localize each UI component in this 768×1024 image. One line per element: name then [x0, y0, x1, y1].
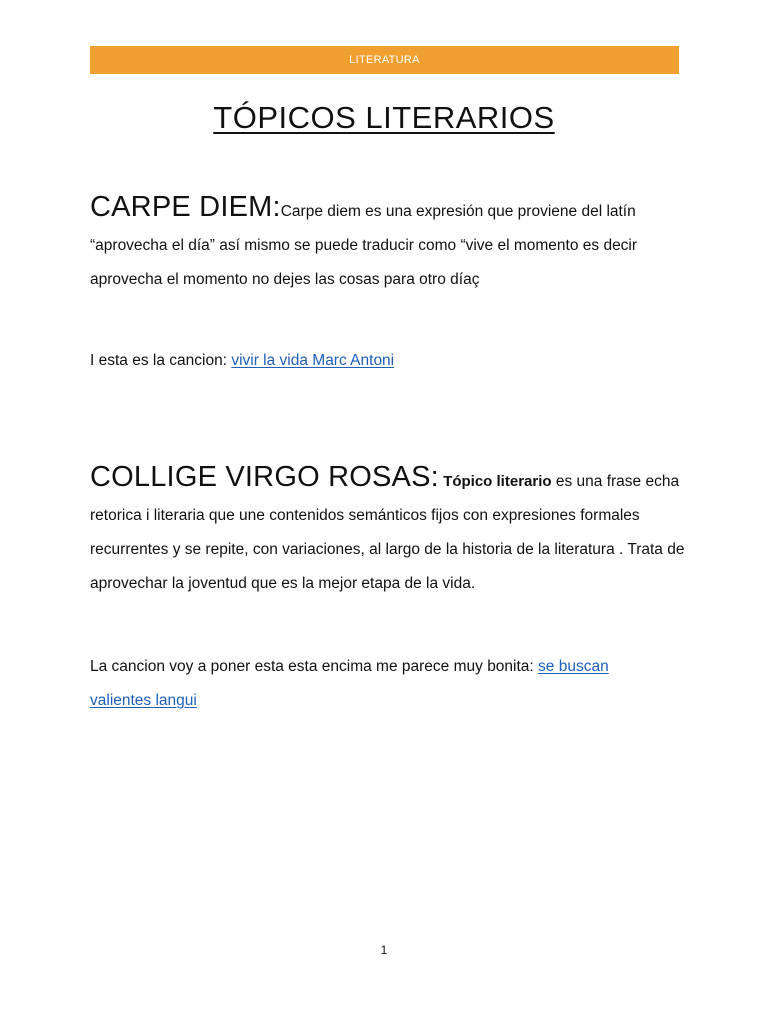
- collige-bold-term: Tópico literario: [443, 473, 552, 490]
- carpe-diem-heading: CARPE DIEM:: [90, 191, 281, 223]
- song-line-1: [90, 352, 394, 370]
- song-2-link[interactable]: se buscan valientes langui: [90, 658, 609, 709]
- collige-section: [90, 460, 690, 601]
- collige-heading: COLLIGE VIRGO ROSAS:: [90, 461, 439, 493]
- song-line-2: [90, 650, 650, 718]
- page-title: TÓPICOS LITERARIOS: [213, 100, 555, 135]
- song-1-prefix: I esta es la cancion:: [90, 352, 232, 369]
- carpe-diem-text-1: Carpe diem es una expresión que proviene del latín: [280, 203, 636, 220]
- carpe-diem-section: [90, 190, 690, 297]
- header-label: LITERATURA: [349, 54, 420, 66]
- song-2-prefix: La cancion voy a poner esta esta encima me parece muy bonita:: [90, 658, 539, 675]
- song-1-link[interactable]: vivir la vida Marc Antoni: [231, 352, 395, 369]
- carpe-diem-text-2: “aprovecha el día” así mismo se puede traducir como “vive el momento es decir aprovecha el momento no dejes las cosas para otro díaç: [90, 237, 638, 288]
- page-number: 1: [380, 943, 388, 957]
- header-bar: [90, 46, 679, 74]
- collige-text: es una frase echa retorica i literaria que une contenidos semánticos fijos con expresiones formales recurrentes y se repite, con variaciones, al largo de la historia de la literatura . Trata de aprovechar la joventud que es la mejor etapa de la vida.: [90, 473, 685, 592]
